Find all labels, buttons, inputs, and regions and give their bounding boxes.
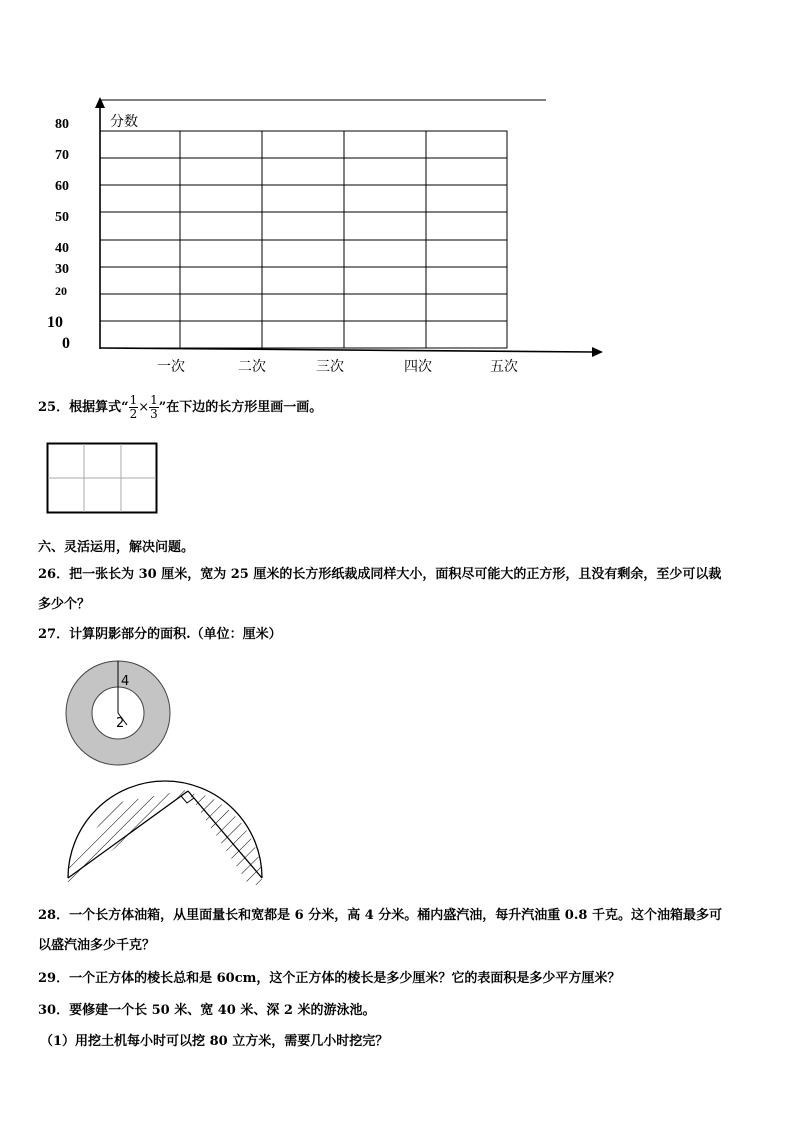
y-tick: 0 <box>62 335 70 352</box>
question-26-line2: 多少个？ <box>38 597 91 612</box>
hatched-segment-figure <box>55 780 270 885</box>
y-tick: 70 <box>55 148 69 163</box>
y-tick: 30 <box>55 262 69 277</box>
question-26-line1: 26．把一张长为 30 厘米，宽为 25 厘米的长方形纸裁成同样大小，面积尽可能大的正方形，且没有剩余，至少可以裁 <box>38 567 722 582</box>
ring-outer-radius-label: 4 <box>121 674 130 689</box>
x-category: 四次 <box>404 359 432 375</box>
y-axis-arrow <box>95 97 105 108</box>
q25-text-before: 根据算式“ <box>69 400 129 415</box>
y-tick: 10 <box>47 314 63 331</box>
y-tick: 20 <box>55 284 67 298</box>
fraction-one-half: $\frac{1}{2}$ <box>129 393 138 421</box>
x-category: 二次 <box>238 359 266 375</box>
x-category: 一次 <box>157 359 185 375</box>
question-27: 27．计算阴影部分的面积.（单位：厘米） <box>38 627 282 642</box>
q25-number: 25． <box>38 400 70 415</box>
score-chart <box>0 0 794 380</box>
q25-text-after: ”在下边的长方形里画一画。 <box>158 400 323 415</box>
ring-figure <box>60 655 176 771</box>
question-28-line1: 28．一个长方体油箱，从里面量长和宽都是 6 分米，高 4 分米。桶内盛汽油，每升汽油重 0.8 千克。这个油箱最多可 <box>38 908 722 923</box>
ring-inner-radius-label: 2 <box>116 716 125 731</box>
y-tick: 80 <box>55 117 69 132</box>
question-28-line2: 以盛汽油多少千克？ <box>38 938 156 953</box>
x-category: 三次 <box>316 359 344 375</box>
section-6-title: 六、灵活运用，解决问题。 <box>38 540 195 555</box>
y-axis-label: 分数 <box>110 114 138 130</box>
x-axis <box>100 348 594 352</box>
x-axis-arrow <box>592 347 603 357</box>
question-25 <box>38 394 322 421</box>
times-sign: × <box>138 400 150 415</box>
question-29: 29．一个正方体的棱长总和是 60cm，这个正方体的棱长是多少厘米？它的表面积是多少平方厘米？ <box>38 971 621 986</box>
grid <box>100 131 507 348</box>
q25-rectangle <box>46 442 158 514</box>
y-tick: 50 <box>55 210 69 225</box>
question-30-sub1: （1）用挖土机每小时可以挖 80 立方米，需要几小时挖完？ <box>40 1034 389 1049</box>
question-30: 30．要修建一个长 50 米、宽 40 米、深 2 米的游泳池。 <box>38 1003 376 1018</box>
y-tick: 40 <box>55 241 69 256</box>
x-category: 五次 <box>490 359 518 375</box>
y-tick: 60 <box>55 179 69 194</box>
fraction-one-third: $\frac{1}{3}$ <box>150 393 158 421</box>
